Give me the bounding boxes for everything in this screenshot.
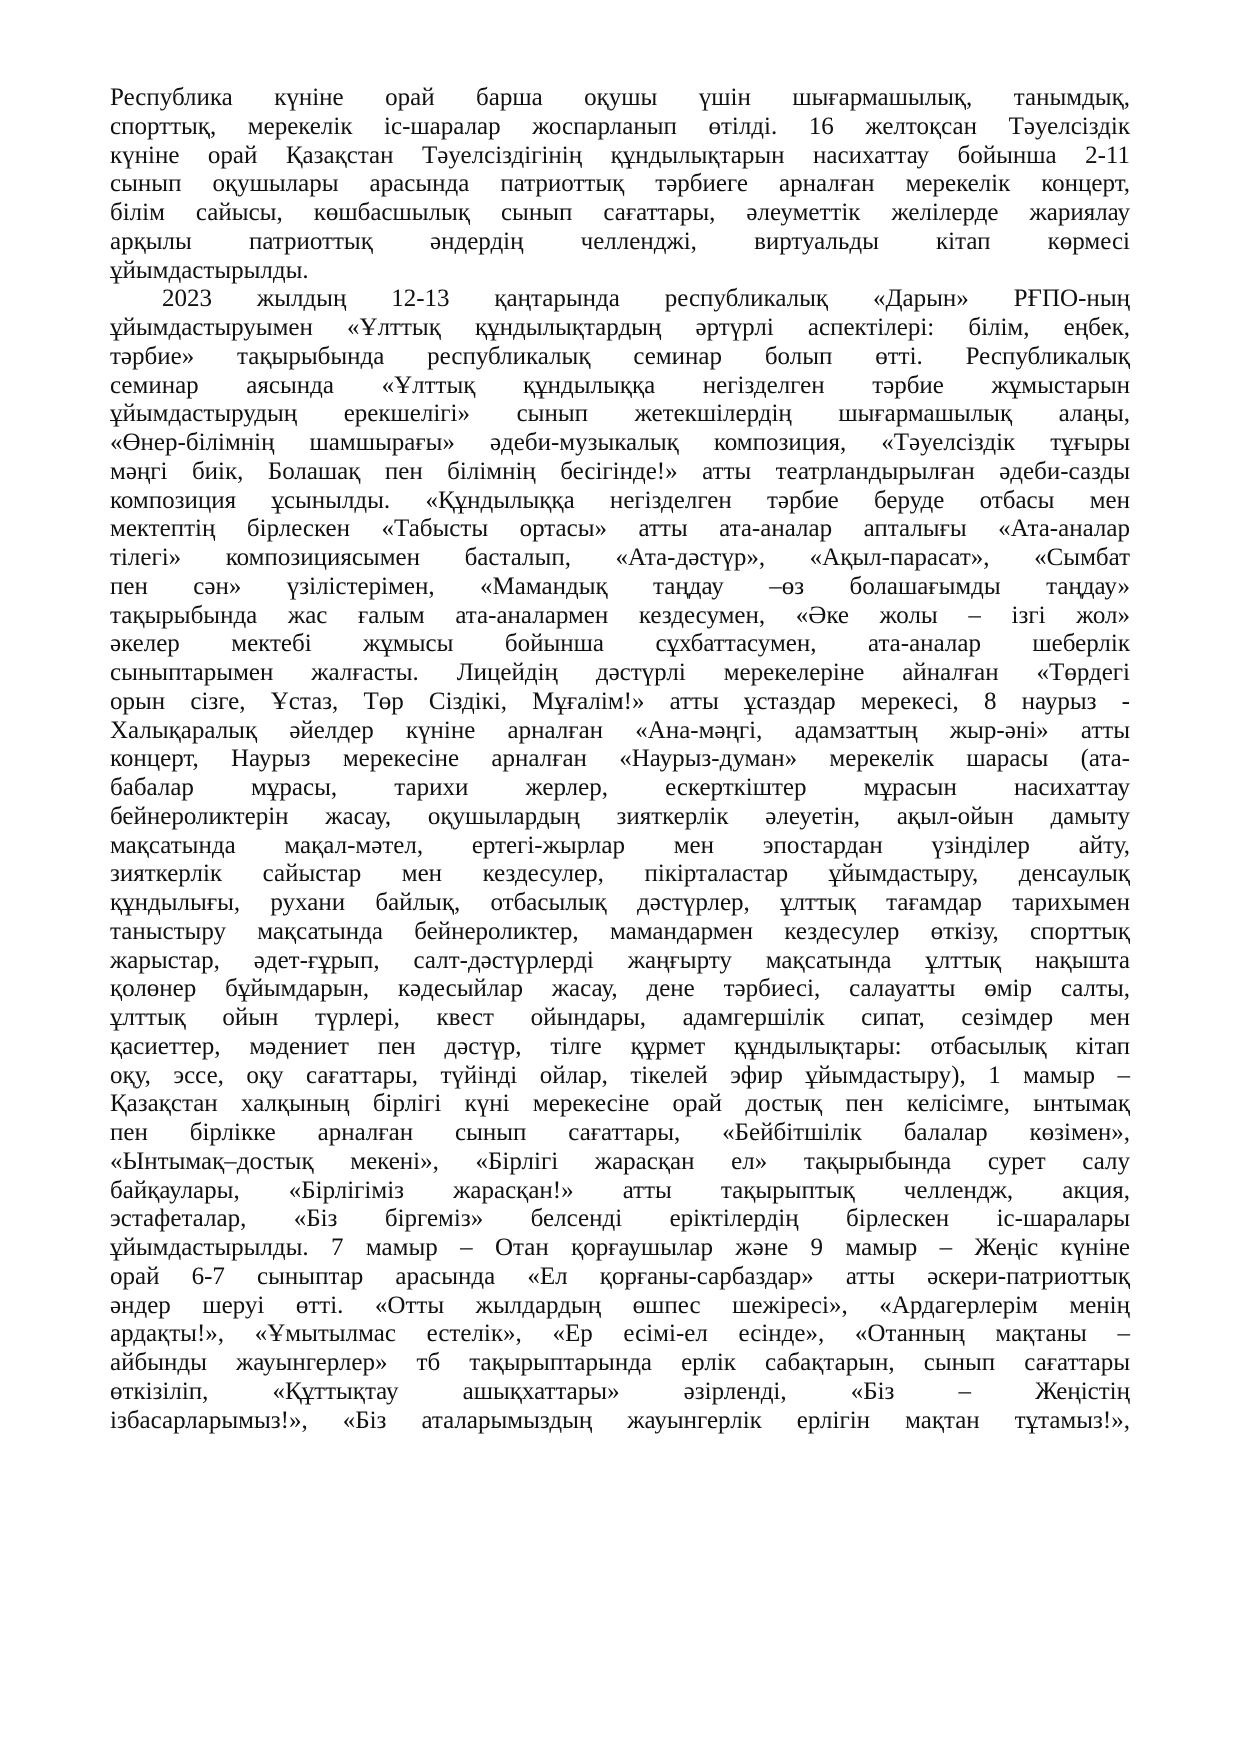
document-page xyxy=(110,84,1130,1435)
text-line: бейнероликтерін жасау, оқушылардың зияткерлік әлеуетін, ақыл-ойын дамыту xyxy=(110,802,1130,830)
text-line: композиция ұсынылды. «Құндылыққа негізделген тәрбие беруде отбасы мен xyxy=(110,486,1130,514)
text-line: орай 6-7 сыныптар арасында «Ел қорғаны-сарбаздар» атты әскери-патриоттық xyxy=(110,1262,1130,1290)
text-line: Қазақстан халқының бірлігі күні мерекесіне орай достық пен келісімге, ынтымақ xyxy=(110,1090,1130,1118)
text-line: қасиеттер, мәдениет пен дәстүр, тілге құрмет құндылықтары: отбасылық кітап xyxy=(110,1032,1130,1060)
paragraph-1 xyxy=(110,84,1130,285)
text-line: тақырыбында жас ғалым ата-аналармен кездесумен, «Әке жолы – ізгі жол» xyxy=(110,601,1130,629)
text-line: арқылы патриоттық әндердің челленджі, виртуальды кітап көрмесі xyxy=(110,227,1130,255)
text-line: спорттық, мерекелік іс-шаралар жоспарланып өтілді. 16 желтоқсан Тәуелсіздік xyxy=(110,112,1130,140)
text-line: семинар аясында «Ұлттық құндылыққа негізделген тәрбие жұмыстарын xyxy=(110,371,1130,399)
text-line: әндер шеруі өтті. «Отты жылдардың өшпес шежіресі», «Ардагерлерім менің xyxy=(110,1291,1130,1319)
text-line: білім сайысы, көшбасшылық сынып сағаттары, әлеуметтік желілерде жариялау xyxy=(110,199,1130,226)
text-line: 2023 жылдың 12-13 қаңтарында республикалық «Дарын» РҒПО-ның xyxy=(162,285,1130,313)
text-line: бабалар мұрасы, тарихи жерлер, ескерткіштер мұрасын насихаттау xyxy=(110,774,1130,801)
text-line: ардақты!», «Ұмытылмас естелік», «Ер есімі-ел есінде», «Отанның мақтаны – xyxy=(110,1320,1130,1348)
text-line: таныстыру мақсатында бейнероликтер, мамандармен кездесулер өткізу, спорттық xyxy=(110,917,1130,945)
text-line: ізбасарларымыз!», «Біз аталарымыздың жауынгерлік ерлігін мақтан тұтамыз!», xyxy=(110,1406,1130,1434)
text-line: жарыстар, әдет-ғұрып, салт-дәстүрлерді жаңғырту мақсатында ұлттық нақышта xyxy=(110,946,1130,974)
text-line: орын сізге, Ұстаз, Төр Сіздікі, Мұғалім!» атты ұстаздар мерекесі, 8 наурыз - xyxy=(110,687,1130,715)
text-line: байқаулары, «Бірлігіміз жарасқан!» атты тақырыптық челлендж, акция, xyxy=(110,1176,1130,1204)
text-line: құндылығы, рухани байлық, отбасылық дәстүрлер, ұлттық тағамдар тарихымен xyxy=(110,889,1130,916)
text-line: пен бірлікке арналған сынып сағаттары, «Бейбітшілік балалар көзімен», xyxy=(110,1119,1130,1146)
text-line: ұйымдастырылды. 7 мамыр – Отан қорғаушылар және 9 мамыр – Жеңіс күніне xyxy=(110,1234,1130,1261)
text-line: мақсатында мақал-мәтел, ертегі-жырлар мен эпостардан үзінділер айту, xyxy=(110,831,1130,859)
text-line: Республика күніне орай барша оқушы үшін шығармашылық, танымдық, xyxy=(110,84,1130,111)
text-line: зияткерлік сайыстар мен кездесулер, пікірталастар ұйымдастыру, денсаулық xyxy=(110,860,1130,888)
text-line: Халықаралық әйелдер күніне арналған «Ана-мәңгі, адамзаттың жыр-әні» атты xyxy=(110,716,1130,744)
text-line: мектептің бірлескен «Табысты ортасы» атты ата-аналар апталығы «Ата-аналар xyxy=(110,515,1130,543)
text-line: «Өнер-білімнің шамшырағы» әдеби-музыкалық композиция, «Тәуелсіздік тұғыры xyxy=(110,429,1130,456)
text-line: пен сән» үзілістерімен, «Мамандық таңдау –өз болашағымды таңдау» xyxy=(110,572,1130,600)
text-line: мәңгі биік, Болашақ пен білімнің бесігінде!» атты театрландырылған әдеби-сазды xyxy=(110,457,1130,485)
text-line: эстафеталар, «Біз біргеміз» белсенді еріктілердің бірлескен іс-шаралары xyxy=(110,1205,1130,1233)
text-line: күніне орай Қазақстан Тәуелсіздігінің құндылықтарын насихаттау бойынша 2-11 xyxy=(110,141,1130,169)
paragraph-2 xyxy=(110,285,1130,1435)
text-line: оқу, эссе, оқу сағаттары, түйінді ойлар, тікелей эфир ұйымдастыру), 1 мамыр – xyxy=(110,1061,1130,1089)
text-line: қолөнер бұйымдарын, кәдесыйлар жасау, дене тәрбиесі, салауатты өмір салты, xyxy=(110,975,1130,1003)
text-line: ұйымдастырылды. xyxy=(110,256,309,284)
text-line: әкелер мектебі жұмысы бойынша сұхбаттасумен, ата-аналар шеберлік xyxy=(110,630,1130,658)
text-line: айбынды жауынгерлер» тб тақырыптарында ерлік сабақтарын, сынып сағаттары xyxy=(110,1349,1130,1376)
text-line: сынып оқушылары арасында патриоттық тәрбиеге арналған мерекелік концерт, xyxy=(110,170,1130,198)
text-line: тәрбие» тақырыбында республикалық семинар болып өтті. Республикалық xyxy=(110,342,1130,370)
text-line: «Ынтымақ–достық мекені», «Бірлігі жарасқан ел» тақырыбында сурет салу xyxy=(110,1147,1130,1175)
text-line: ұлттық ойын түрлері, квест ойындары, адамгершілік сипат, сезімдер мен xyxy=(110,1004,1130,1031)
text-line: тілегі» композициясымен басталып, «Ата-дәстүр», «Ақыл-парасат», «Сымбат xyxy=(110,544,1130,571)
text-line: өткізіліп, «Құттықтау ашықхаттары» әзірленді, «Біз – Жеңістің xyxy=(110,1377,1130,1405)
text-line: ұйымдастыруымен «Ұлттық құндылықтардың әртүрлі аспектілері: білім, еңбек, xyxy=(110,314,1130,341)
text-line: ұйымдастырудың ерекшелігі» сынып жетекшілердің шығармашылық алаңы, xyxy=(110,400,1130,428)
text-line: сыныптарымен жалғасты. Лицейдің дәстүрлі мерекелеріне айналған «Төрдегі xyxy=(110,659,1130,686)
text-line: концерт, Наурыз мерекесіне арналған «Наурыз-думан» мерекелік шарасы (ата- xyxy=(110,745,1130,773)
